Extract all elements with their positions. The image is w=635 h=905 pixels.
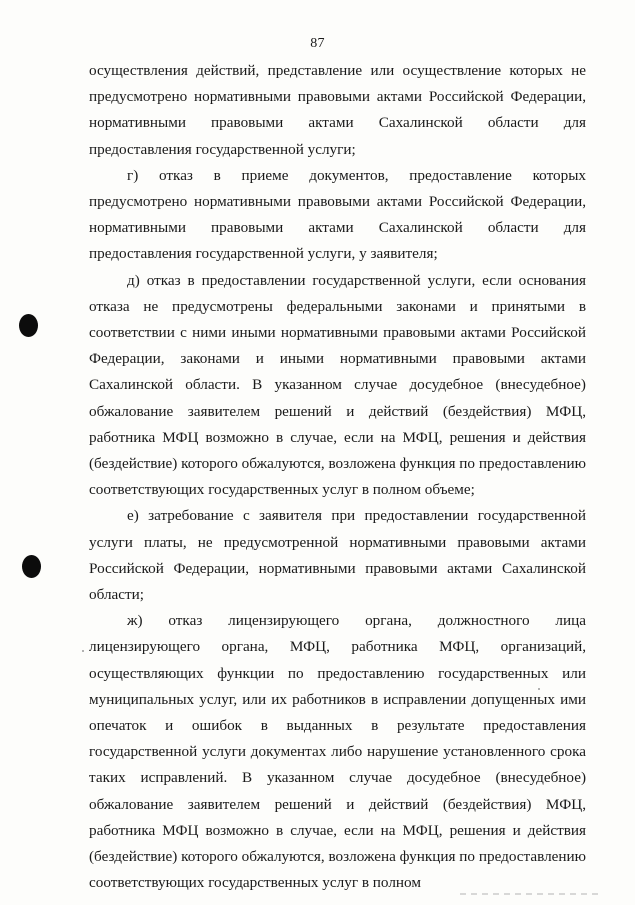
- paragraph-item-zh: ж) отказ лицензирующего органа, должностного лица лицензирующего органа, МФЦ, работника МФЦ, организаций, осуществляющих функции по предоставлению государственных или муниципальных услуг, или их работников в исправлении допущенных ими опечаток и ошибок в выданных в результате предоставления государственной услуги документах либо нарушение установленного срока таких исправлений. В указанном случае досудебное (внесудебное) обжалование заявителем решений и действий (бездействия) МФЦ, работника МФЦ возможно в случае, если на МФЦ, решения и действия (бездействие) которого обжалуются, возложена функция по предоставлению соответствующих государственных услуг в полном: [89, 612, 586, 892]
- paragraph-continuation: осуществления действий, представление или осуществление которых не предусмотрено нормативными правовыми актами Российской Федерации, нормативными правовыми актами Сахалинской области для предоставления государственной услуги;: [89, 62, 586, 158]
- scan-edge-artifact: [460, 893, 600, 895]
- paragraph-item-e: е) затребование с заявителя при предоставлении государственной услуги платы, не предусмотренной нормативными правовыми актами Российской Федерации, нормативными правовыми актами Сахалинской области;: [89, 507, 586, 604]
- page-number: 87: [310, 36, 325, 51]
- paragraph-item-g: г) отказ в приеме документов, предоставление которых предусмотрено нормативными правовыми актами Российской Федерации, нормативными правовыми актами Сахалинской области для предоставления государственной услуги, у заявителя;: [89, 166, 586, 263]
- paragraph-item-d: д) отказ в предоставлении государственной услуги, если основания отказа не предусмотрены федеральными законами и принятыми в соответствии с ними иными нормативными правовыми актами Российской Федерации, законами и иными нормативными правовыми актами Сахалинской области. В указанном случае досудебное (внесудебное) обжалование заявителем решений и действий (бездействия) МФЦ, работника МФЦ возможно в случае, если на МФЦ, решения и действия (бездействие) которого обжалуются, возложена функция по предоставлению соответствующих государственных услуг в полном объеме;: [89, 271, 586, 499]
- body-text: [89, 58, 586, 897]
- scan-speck: [538, 688, 540, 690]
- punch-hole-bottom: [22, 555, 41, 578]
- punch-hole-top: [19, 314, 38, 337]
- scan-speck: [82, 650, 84, 652]
